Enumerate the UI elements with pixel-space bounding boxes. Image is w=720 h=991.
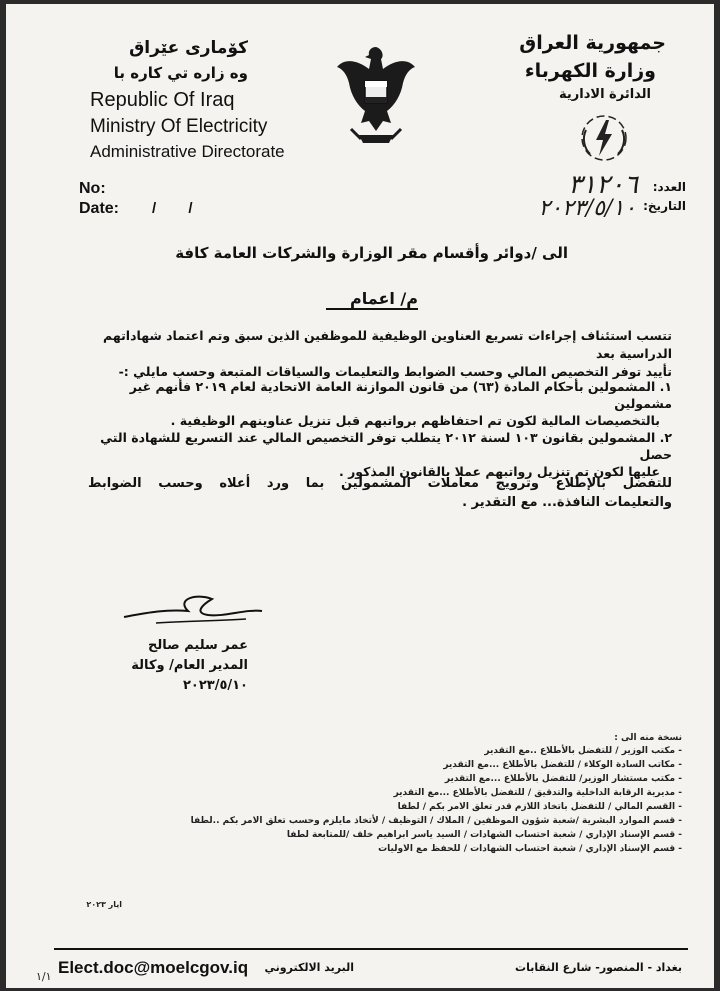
point-2-line-2: عليها لكون تم تنزيل رواتبهم عملا بالقانون المذكور . xyxy=(338,464,660,479)
handwritten-number: ٣١٢٠٦ xyxy=(568,170,638,200)
kurdish-country-name: كۆمارى عێراق xyxy=(129,38,248,58)
english-ministry-name: Ministry Of Electricity xyxy=(90,116,268,137)
point-1-line-1: ١. المشمولين بأحكام المادة (٦٣) من قانون الموازنة العامة الاتحادية لعام ٢٠١٩ فأنهم غير مشمولين xyxy=(129,379,672,411)
english-directorate-name: Administrative Directorate xyxy=(90,142,285,161)
footer-email-label: البريد الالكتروني xyxy=(264,961,354,974)
number-label: No: xyxy=(79,180,106,197)
document-page xyxy=(6,4,714,988)
copy-item-8: - قسم الإسناد الإداري / شعبة احتساب الشهادات / للحفظ مع الاوليات xyxy=(378,844,682,854)
arabic-number-label: العدد: xyxy=(652,180,686,194)
point-2-line-1: ٢. المشمولين بقانون ١٠٣ لسنة ٢٠١٢ يتطلب توفر التخصيص المالي عند التسريع للشهادة التي حصل xyxy=(100,430,672,462)
kurdish-ministry-name: وه زاره تي كاره با xyxy=(113,64,248,82)
arabic-country-name: جمهورية العراق xyxy=(519,32,666,54)
date-label: Date: xyxy=(79,200,120,217)
english-country-name: Republic Of Iraq xyxy=(90,89,235,111)
footer-address: بغداد - المنصور- شارع النقابات xyxy=(515,961,682,974)
arabic-date-label: التاريخ: xyxy=(643,199,686,213)
signature-block xyxy=(116,636,248,696)
copy-item-5: - القسم المالي / للتفضل باتخاذ اللازم قدر تعلق الامر بكم / لطفا xyxy=(397,802,682,812)
intro-paragraph xyxy=(88,327,672,381)
signature-date: ٢٠٢٣/٥/١٠ xyxy=(182,678,248,693)
copy-item-6: - قسم الموارد البشرية /شعبة شؤون الموظفين / الملاك / التوظيف / لأتخاذ مايلزم وحسب تعلق الامر بكم ..لطفا xyxy=(190,816,682,826)
copy-to-list xyxy=(46,746,682,872)
subject-line: م/ اعمام xyxy=(326,289,418,310)
arabic-directorate-name: الدائرة الادارية xyxy=(559,87,651,102)
date-slashes: / / xyxy=(152,200,207,217)
intro-line-1: تتسب استئناف إجراءات تسريع العناوين الوظيفية للموظفين الذين سبق وتم اعتماد شهاداتهم الدراسية بعد xyxy=(103,328,672,361)
point-1-line-2: بالتخصيصات المالية لكون تم احتفاظهم برواتبهم قبل تنزيل عناوينهم الوظيفية . xyxy=(170,413,660,428)
copy-item-7: - قسم الإسناد الإداري / شعبة احتساب الشهادات / السيد ياسر ابراهيم خلف /للمتابعة لطفا xyxy=(286,830,682,840)
typist-code: ايار ٢٠٢٣ xyxy=(86,900,122,909)
copy-item-1: - مكتب الوزير / للتفضل بالأطلاع ..مع التقدير xyxy=(484,746,682,756)
ministry-logo-icon xyxy=(578,112,630,164)
page-number: ١/١ xyxy=(36,970,52,983)
footer-email: Elect.doc@moelcgov.iq xyxy=(58,958,249,977)
closing-line-2: والتعليمات النافذة... مع التقدير . xyxy=(462,495,672,510)
arabic-ministry-name: وزارة الكهرباء xyxy=(524,60,656,82)
numbered-points xyxy=(88,378,672,480)
copy-item-3: - مكتب مستشار الوزير/ للتفضل بالأطلاع ...مع التقدير xyxy=(444,774,682,784)
handwritten-date: ٢٠٢٣/٥/١٠ xyxy=(538,196,636,221)
signatory-title: المدير العام/ وكالة xyxy=(131,658,248,673)
footer-divider xyxy=(54,948,688,950)
signatory-name: عمر سليم صالح xyxy=(147,638,248,653)
copy-item-2: - مكاتب السادة الوكلاء / للتفضل بالأطلاع ...مع التقدير xyxy=(443,760,682,770)
recipient-line: الى /دوائر وأقسام مقر الوزارة والشركات العامة كافة xyxy=(175,244,568,262)
intro-line-2: تأييد توفر التخصيص المالي وحسب الضوابط والتعليمات والسياقات المتبعة وحسب مايلي :- xyxy=(118,364,672,379)
closing-line-1: للتفضل بالإطلاع وترويج معاملات المشمولين بما ورد أعلاه وحسب الضوابط xyxy=(88,476,672,491)
iraq-eagle-emblem-icon xyxy=(331,39,421,159)
copy-item-4: - مديرية الرقابة الداخلية والتدقيق / للتفضل بالأطلاع ...مع التقدير xyxy=(393,788,682,798)
copy-item-9 xyxy=(46,858,682,872)
copy-to-heading: نسخة منه الى : xyxy=(614,733,682,743)
signature-mark xyxy=(116,589,266,634)
closing-paragraph xyxy=(88,474,672,512)
